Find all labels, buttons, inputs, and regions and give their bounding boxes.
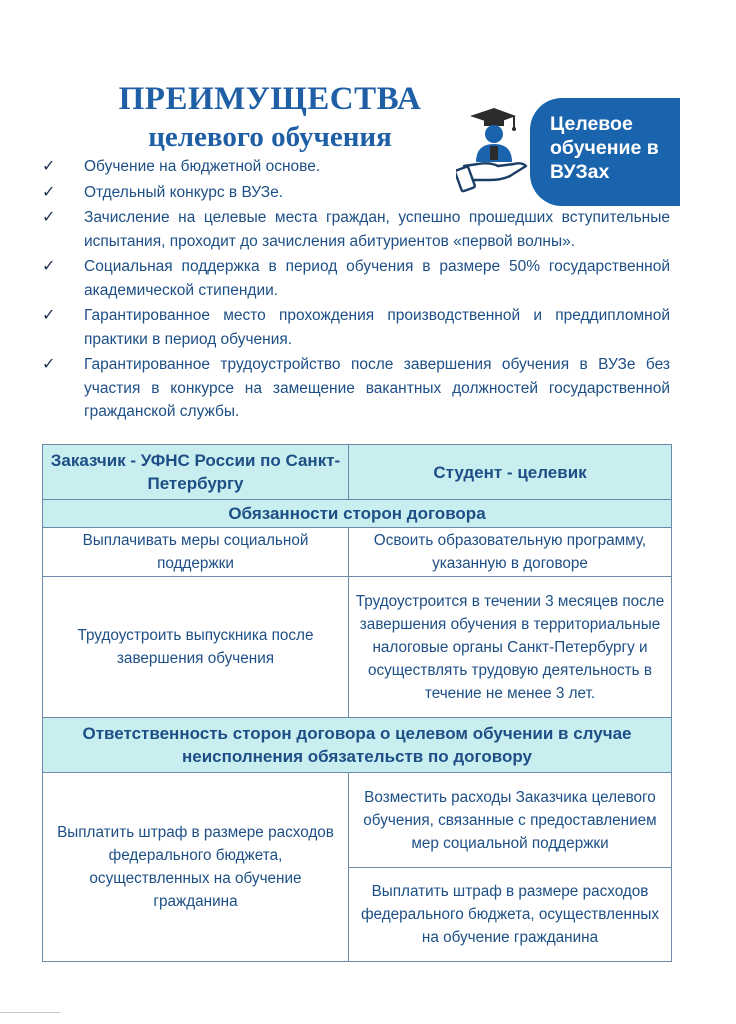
section-responsibility-title: Ответственность сторон договора о целевом обучении в случае неисполнения обязательств по договору bbox=[43, 718, 671, 772]
benefit-text: Гарантированное место прохождения производственной и преддипломной практики в период обучения. bbox=[84, 307, 670, 348]
student-obligation-2: Трудоустроится в течении 3 месяцев после завершения обучения в территориальные налоговые органы Санкт-Петербургу и осуществлять трудовую деятельность в течение не менее 3 лет. bbox=[355, 592, 665, 702]
page-subtitle: целевого обучения bbox=[148, 121, 392, 153]
checkmark-icon: ✓ bbox=[42, 183, 56, 201]
benefit-text: Гарантированное трудоустройство после завершения обучения в ВУЗе без участия в конкурсе на замещение вакантных должностей государственной гражданской службы. bbox=[84, 356, 670, 420]
list-item bbox=[40, 181, 670, 205]
benefit-text: Социальная поддержка в период обучения в размере 50% государственной академической стипендии. bbox=[84, 258, 670, 299]
benefit-text: Отдельный конкурс в ВУЗе. bbox=[84, 183, 284, 201]
student-responsibility-1: Возместить расходы Заказчика целевого обучения, связанные с предоставлением мер социальной поддержки bbox=[363, 788, 657, 852]
checkmark-icon: ✓ bbox=[42, 307, 56, 324]
table-row bbox=[43, 527, 671, 576]
list-item bbox=[40, 304, 670, 351]
student-responsibility-stack bbox=[349, 773, 671, 961]
list-item bbox=[40, 353, 670, 424]
title-block bbox=[90, 80, 450, 154]
section-row bbox=[43, 499, 671, 527]
badge-line-1: Целевое bbox=[550, 113, 633, 135]
benefit-text: Обучение на бюджетной основе. bbox=[84, 158, 321, 175]
customer-obligation-1: Выплачивать меры социальной поддержки bbox=[43, 528, 349, 576]
list-item bbox=[40, 255, 670, 302]
table-row bbox=[43, 772, 671, 961]
checkmark-icon: ✓ bbox=[42, 158, 56, 175]
list-item bbox=[40, 155, 670, 179]
page-title: ПРЕИМУЩЕСТВА bbox=[118, 81, 422, 117]
benefit-text: Зачисление на целевые места граждан, успешно прошедших вступительные испытания, проходит до зачисления абитуриентов «первой волны». bbox=[84, 209, 670, 250]
header-student: Студент - целевик bbox=[349, 445, 671, 499]
checkmark-icon: ✓ bbox=[42, 209, 56, 226]
student-responsibility-2: Выплатить штраф в размере расходов федерального бюджета, осуществленных на обучение гражданина bbox=[349, 867, 671, 961]
benefits-list bbox=[40, 155, 670, 426]
list-item bbox=[40, 206, 670, 253]
scan-edge-line bbox=[0, 1012, 60, 1013]
checkmark-icon: ✓ bbox=[42, 356, 56, 373]
header-customer: Заказчик - УФНС России по Санкт-Петербургу bbox=[43, 445, 349, 499]
checkmark-icon: ✓ bbox=[42, 258, 56, 275]
customer-obligation-2: Трудоустроить выпускника после завершения обучения bbox=[43, 577, 349, 717]
customer-responsibility: Выплатить штраф в размере расходов федерального бюджета, осуществленных на обучение гражданина bbox=[43, 773, 349, 961]
obligations-table bbox=[42, 444, 672, 962]
table-row bbox=[43, 576, 671, 717]
badge-line-2: обучение в bbox=[550, 137, 659, 159]
section-row bbox=[43, 717, 671, 772]
badge-line-3: ВУЗах bbox=[550, 161, 610, 183]
table-header-row bbox=[43, 445, 671, 499]
section-obligations-title: Обязанности сторон договора bbox=[43, 500, 671, 527]
student-obligation-1: Освоить образовательную программу, указанную в договоре bbox=[373, 532, 647, 572]
